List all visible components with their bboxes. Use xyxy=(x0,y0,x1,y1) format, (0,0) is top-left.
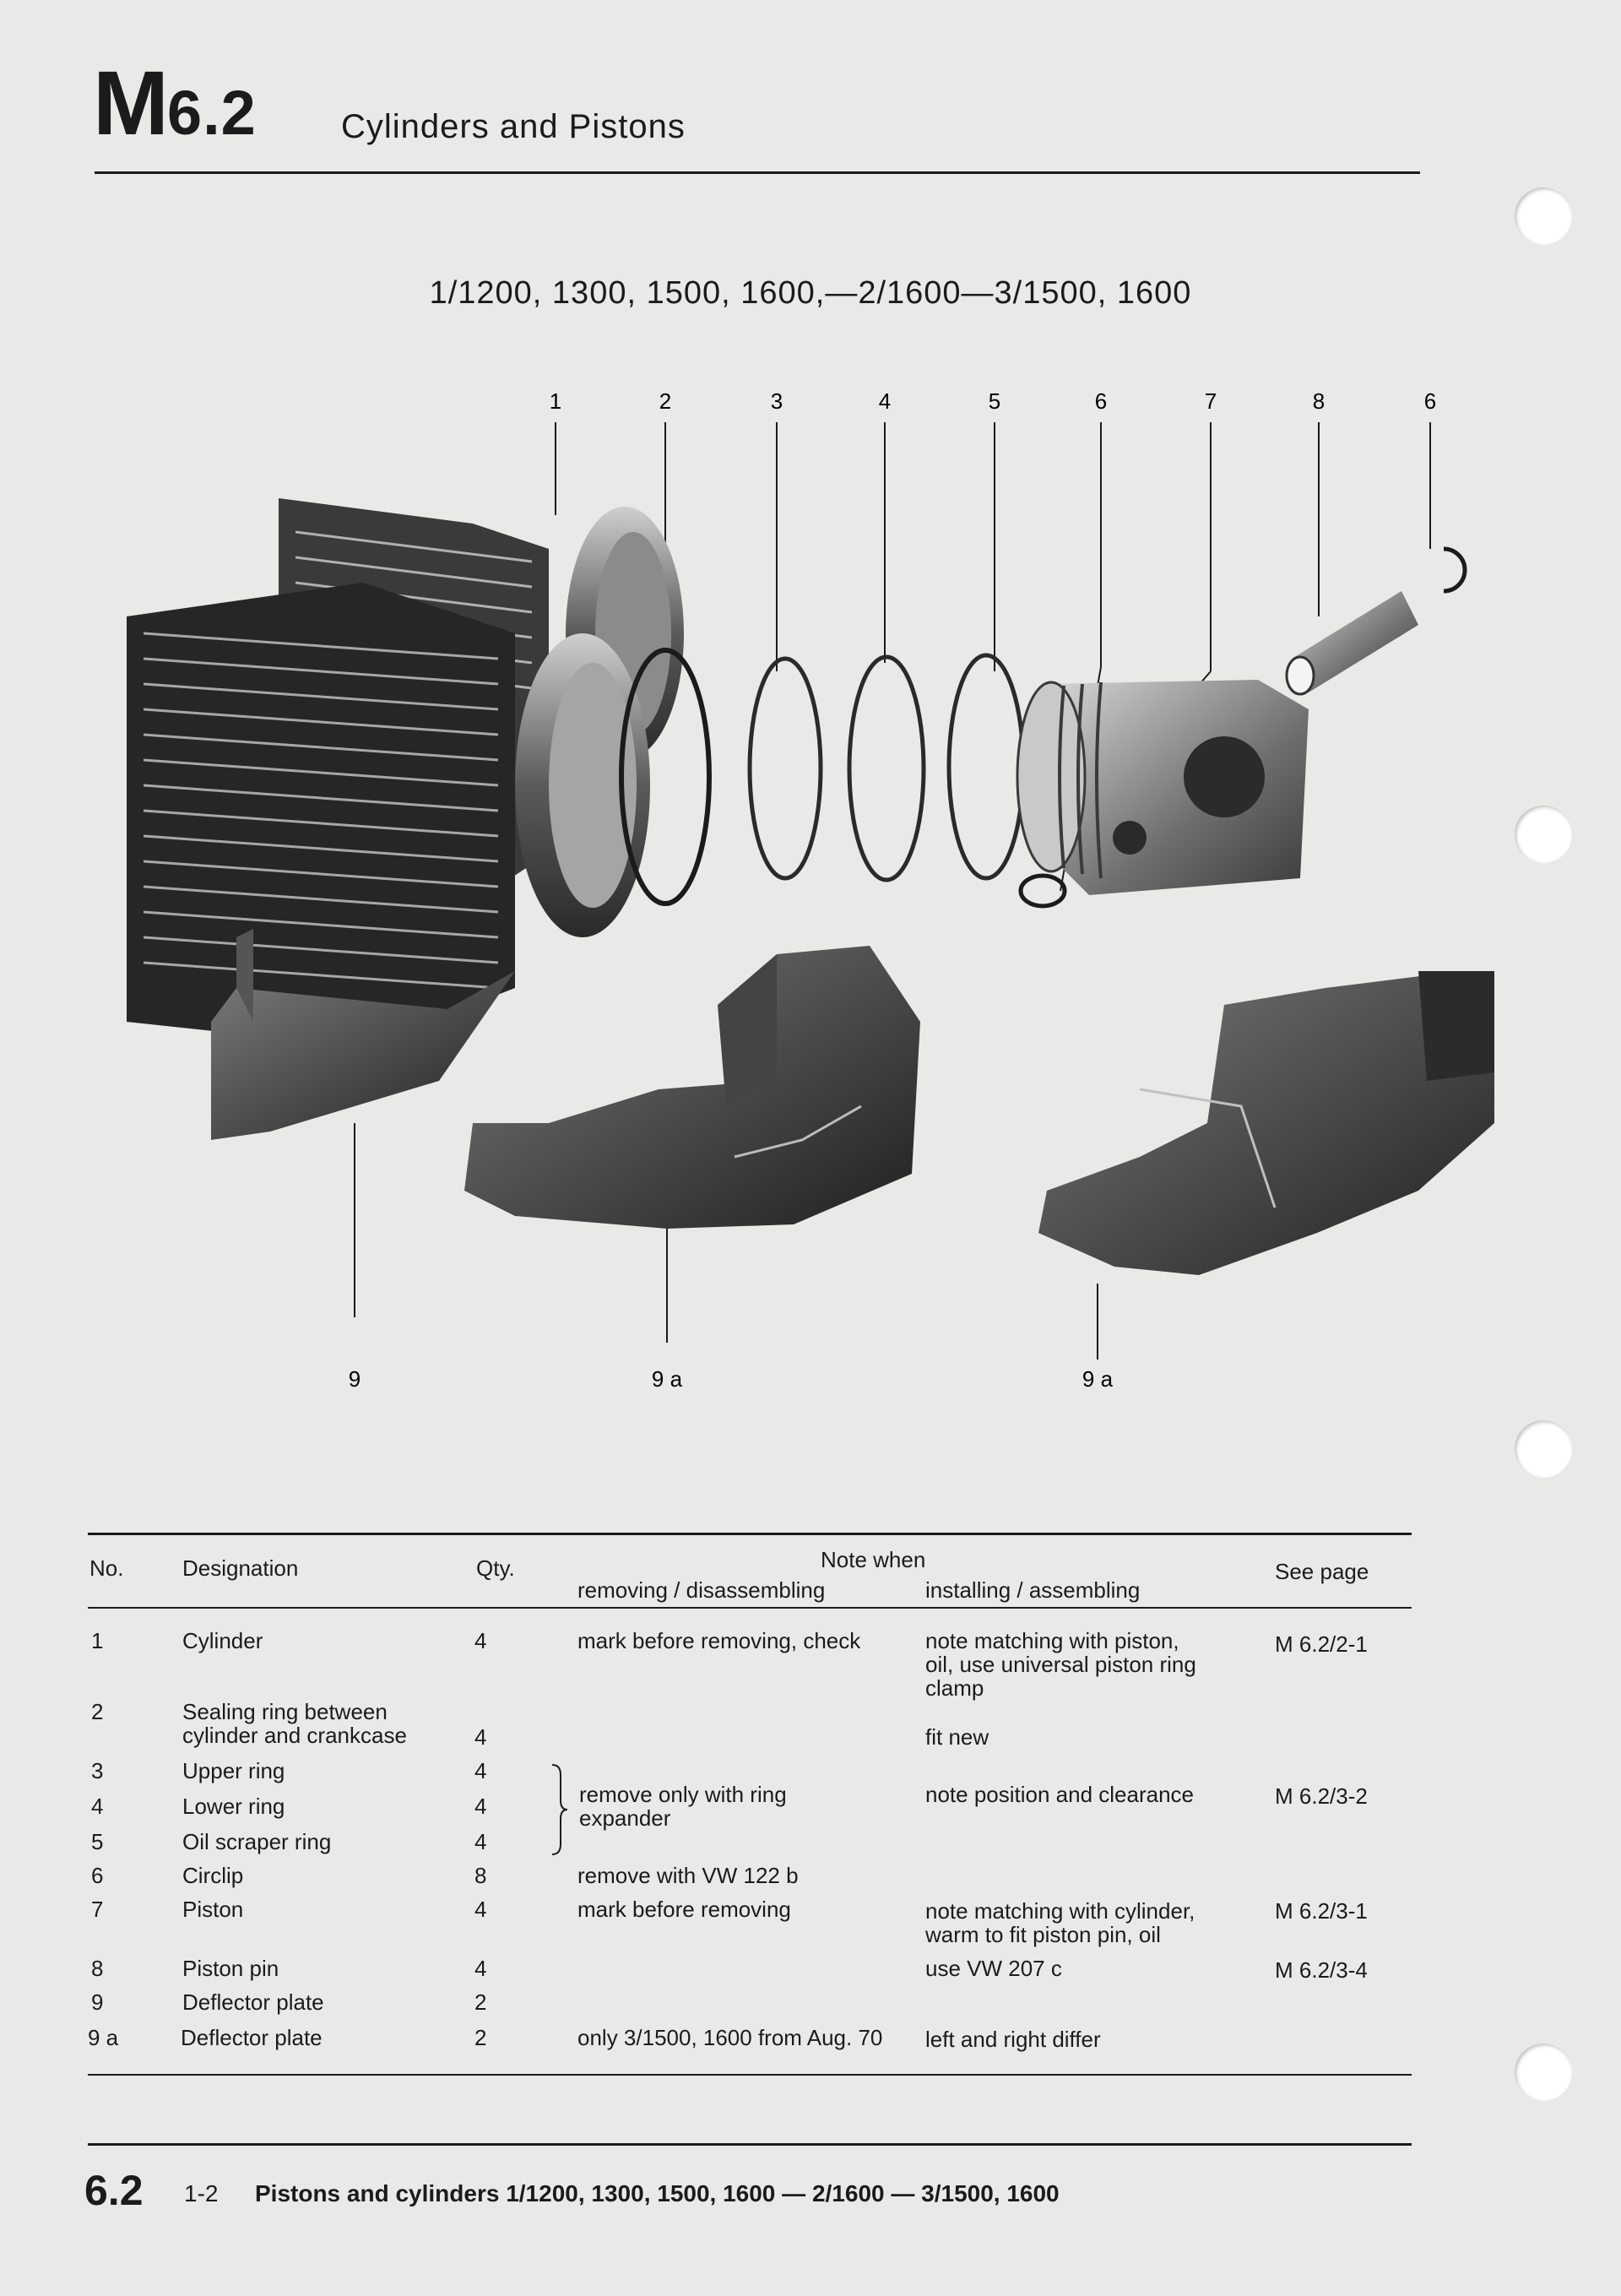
callout-9a-right: 9 a xyxy=(1082,1366,1114,1392)
table-header-rule xyxy=(88,1607,1412,1609)
callout-9a: 9 a xyxy=(651,1366,683,1392)
row-6-no: 6 xyxy=(91,1863,104,1888)
row-8-no: 8 xyxy=(91,1956,104,1981)
row-7-qty: 4 xyxy=(474,1897,487,1922)
row-8-see-page: M 6.2/3-4 xyxy=(1275,1957,1368,1983)
row-2-qty: 4 xyxy=(474,1724,487,1750)
row-1-see-page: M 6.2/2-1 xyxy=(1275,1631,1368,1657)
row-7-see-page: M 6.2/3-1 xyxy=(1275,1898,1368,1924)
model-variants: 1/1200, 1300, 1500, 1600,—2/1600—3/1500, 1600 xyxy=(429,275,1192,311)
callout-2: 2 xyxy=(659,388,672,414)
row-5-designation: Oil scraper ring xyxy=(182,1829,332,1854)
row-9a-installing: left and right differ xyxy=(925,2027,1101,2052)
deflector-plate-9a-center xyxy=(464,946,920,1229)
callout-4: 4 xyxy=(878,388,892,414)
section-title: Cylinders and Pistons xyxy=(341,108,686,145)
row-8-qty: 4 xyxy=(474,1956,487,1981)
exploded-parts-illustration xyxy=(76,380,1562,1419)
row-6-removing: remove with VW 122 b xyxy=(577,1863,799,1888)
header-see-page: See page xyxy=(1275,1559,1369,1584)
row-7-installing-line-1: note matching with cylinder, xyxy=(925,1898,1195,1924)
binder-hole xyxy=(1515,1420,1572,1478)
row-9a-qty: 2 xyxy=(474,2025,487,2050)
piston-pin xyxy=(1287,591,1418,694)
row-1-designation: Cylinder xyxy=(182,1628,263,1653)
row-1-removing: mark before removing, check xyxy=(577,1628,861,1653)
footer-rule xyxy=(88,2143,1412,2146)
row-9-designation: Deflector plate xyxy=(182,1989,324,2015)
section-code-number: 6.2 xyxy=(166,78,257,148)
row-3-designation: Upper ring xyxy=(182,1758,285,1783)
circlip-left xyxy=(1021,876,1065,906)
row-8-designation: Piston pin xyxy=(182,1956,279,1981)
footer-page-number: 1-2 xyxy=(184,2180,219,2206)
callout-7: 7 xyxy=(1204,388,1217,414)
callout-1: 1 xyxy=(549,388,562,414)
callout-9: 9 xyxy=(348,1366,361,1392)
row-4-designation: Lower ring xyxy=(182,1794,285,1819)
row-2-designation-line-1: Sealing ring between xyxy=(182,1699,388,1724)
row-4-qty: 4 xyxy=(474,1794,487,1819)
table-top-rule xyxy=(88,1533,1412,1535)
section-code xyxy=(93,52,257,154)
group-removing-line-1: remove only with ring xyxy=(579,1782,787,1807)
group-see-page: M 6.2/3-2 xyxy=(1275,1783,1368,1809)
piston xyxy=(1017,680,1309,895)
callout-3: 3 xyxy=(770,388,783,414)
row-3-qty: 4 xyxy=(474,1758,487,1783)
row-7-installing-line-2: warm to fit piston pin, oil xyxy=(925,1922,1161,1947)
row-3-no: 3 xyxy=(91,1758,104,1783)
header-no: No. xyxy=(89,1555,124,1581)
row-4-no: 4 xyxy=(91,1794,104,1819)
row-2-installing: fit new xyxy=(925,1724,989,1750)
row-1-installing-line-1: note matching with piston, xyxy=(925,1628,1179,1653)
row-9a-no: 9 a xyxy=(88,2025,119,2050)
row-6-qty: 8 xyxy=(474,1863,487,1888)
group-brace xyxy=(549,1763,569,1856)
row-5-qty: 4 xyxy=(474,1829,487,1854)
row-5-no: 5 xyxy=(91,1829,104,1854)
callout-labels-bottom xyxy=(349,1366,1114,1392)
cylinder-pair xyxy=(127,498,684,1047)
row-9-qty: 2 xyxy=(474,1989,487,2015)
header-rule xyxy=(95,171,1420,174)
deflector-plate-9a-right xyxy=(1038,971,1494,1275)
row-2-designation-line-2: cylinder and crankcase xyxy=(182,1723,407,1748)
row-9-no: 9 xyxy=(91,1989,104,2015)
row-6-designation: Circlip xyxy=(182,1863,244,1888)
callout-6b: 6 xyxy=(1423,388,1437,414)
circlip-right xyxy=(1444,549,1465,591)
binder-hole xyxy=(1515,187,1572,245)
callout-8: 8 xyxy=(1312,388,1326,414)
header-designation: Designation xyxy=(182,1555,299,1581)
row-1-no: 1 xyxy=(91,1628,104,1653)
row-8-installing: use VW 207 c xyxy=(925,1956,1062,1981)
row-7-removing: mark before removing xyxy=(577,1897,791,1922)
row-2-no: 2 xyxy=(91,1699,104,1724)
header-qty: Qty. xyxy=(476,1555,515,1581)
row-9a-removing: only 3/1500, 1600 from Aug. 70 xyxy=(577,2025,883,2050)
header-note-when: Note when xyxy=(821,1547,926,1572)
binder-hole xyxy=(1515,2044,1572,2101)
row-9a-designation: Deflector plate xyxy=(181,2025,323,2050)
group-installing: note position and clearance xyxy=(925,1782,1195,1807)
callout-6: 6 xyxy=(1094,388,1108,414)
row-7-designation: Piston xyxy=(182,1897,244,1922)
header-removing: removing / disassembling xyxy=(577,1577,826,1603)
row-7-no: 7 xyxy=(91,1897,104,1922)
callout-5: 5 xyxy=(988,388,1001,414)
footer-title: Pistons and cylinders 1/1200, 1300, 1500, 1600 — 2/1600 — 3/1500, 1600 xyxy=(255,2180,1060,2206)
piston-rings xyxy=(621,650,1023,904)
row-1-installing-line-2: oil, use universal piston ring xyxy=(925,1652,1196,1677)
row-1-installing-line-3: clamp xyxy=(925,1675,984,1701)
group-removing-line-2: expander xyxy=(579,1805,671,1831)
footer-section-code: 6.2 xyxy=(84,2167,144,2214)
section-code-letter: M xyxy=(93,52,167,154)
table-bottom-rule xyxy=(88,2074,1412,2076)
callout-labels-top xyxy=(550,388,1436,414)
row-1-qty: 4 xyxy=(474,1628,487,1653)
header-installing: installing / assembling xyxy=(925,1577,1141,1603)
